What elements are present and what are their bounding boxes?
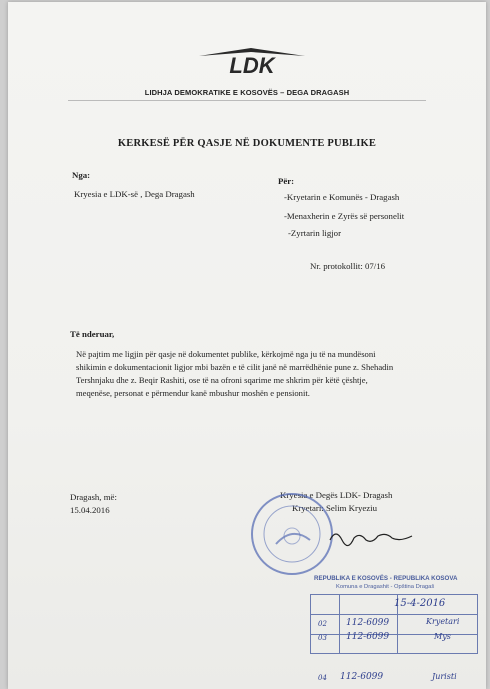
from-label: Nga: [72, 170, 91, 180]
stamp-row-code: 112-6099 [346, 618, 390, 628]
document-title: KERKESË PËR QASJE NË DOKUMENTE PUBLIKE [117, 138, 377, 149]
stamp-header-republic: REPUBLIKA E KOSOVËS - REPUBLIKA KOSOVA [314, 575, 458, 582]
stamp-row-note: Kryetari [426, 617, 460, 626]
date-value: 15.04.2016 [70, 505, 110, 515]
letterhead-divider [68, 100, 426, 101]
recipient-legal-officer: -Zyrtarin ligjor [288, 228, 342, 238]
body-line: shikimin e dokumentacionit ligjor mbi bazën e të cilit janë në marrëdhënie pune z. Shehadin [76, 362, 394, 373]
stamp-header-municipality: Komuna e Dragashit - Opština Dragaš [336, 584, 435, 590]
signatory-body: Kryesia e Degës LDK- Dragash [280, 490, 393, 500]
protocol-number: Nr. protokollit: 07/16 [310, 261, 386, 271]
registry-stamp [304, 572, 490, 689]
to-label: Për: [278, 176, 295, 186]
handwritten-signature [326, 522, 416, 550]
stamp-row-code: 112-6099 [340, 672, 384, 682]
body-line: Në pajtim me ligjin për qasje në dokumentet publike, kërkojmë nga ju të na mundësoni [76, 349, 376, 359]
stamp-date: 15-4-2016 [394, 598, 446, 609]
from-value: Kryesia e LDK-së , Dega Dragash [74, 189, 195, 199]
stamp-row-num: 04 [318, 674, 327, 682]
document-page [8, 2, 486, 689]
signatory-name: Kryetari: Selim Kryeziu [292, 503, 378, 513]
body-line: meqenëse, personat e përmendur kanë mbushur moshën e pensionit. [76, 388, 310, 399]
organization-name: LIDHJA DEMOKRATIKE E KOSOVËS – DEGA DRAGASH [144, 88, 350, 97]
stamp-row-note: Mys [434, 632, 451, 641]
request-body [76, 348, 436, 400]
stamp-row-num: 02 [318, 620, 327, 628]
stamp-row-code: 112-6099 [346, 632, 390, 642]
ldk-logo [191, 46, 313, 76]
round-seal-stamp [248, 490, 336, 578]
recipient-personnel-manager: -Menaxherin e Zyrës së personelit [284, 211, 405, 221]
svg-text:LDK: LDK [229, 53, 275, 76]
stamp-row-num: 03 [318, 634, 327, 642]
salutation: Të nderuar, [70, 329, 115, 339]
stamp-row-note: Juristi [432, 672, 457, 681]
place-label: Dragash, më: [70, 492, 117, 502]
body-line: Tershnjaku dhe z. Beqir Rashiti, ose të na ofroni sqarime me shkrim për këtë çështje, [76, 375, 368, 386]
recipient-mayor: -Kryetarin e Komunës - Dragash [284, 192, 400, 202]
